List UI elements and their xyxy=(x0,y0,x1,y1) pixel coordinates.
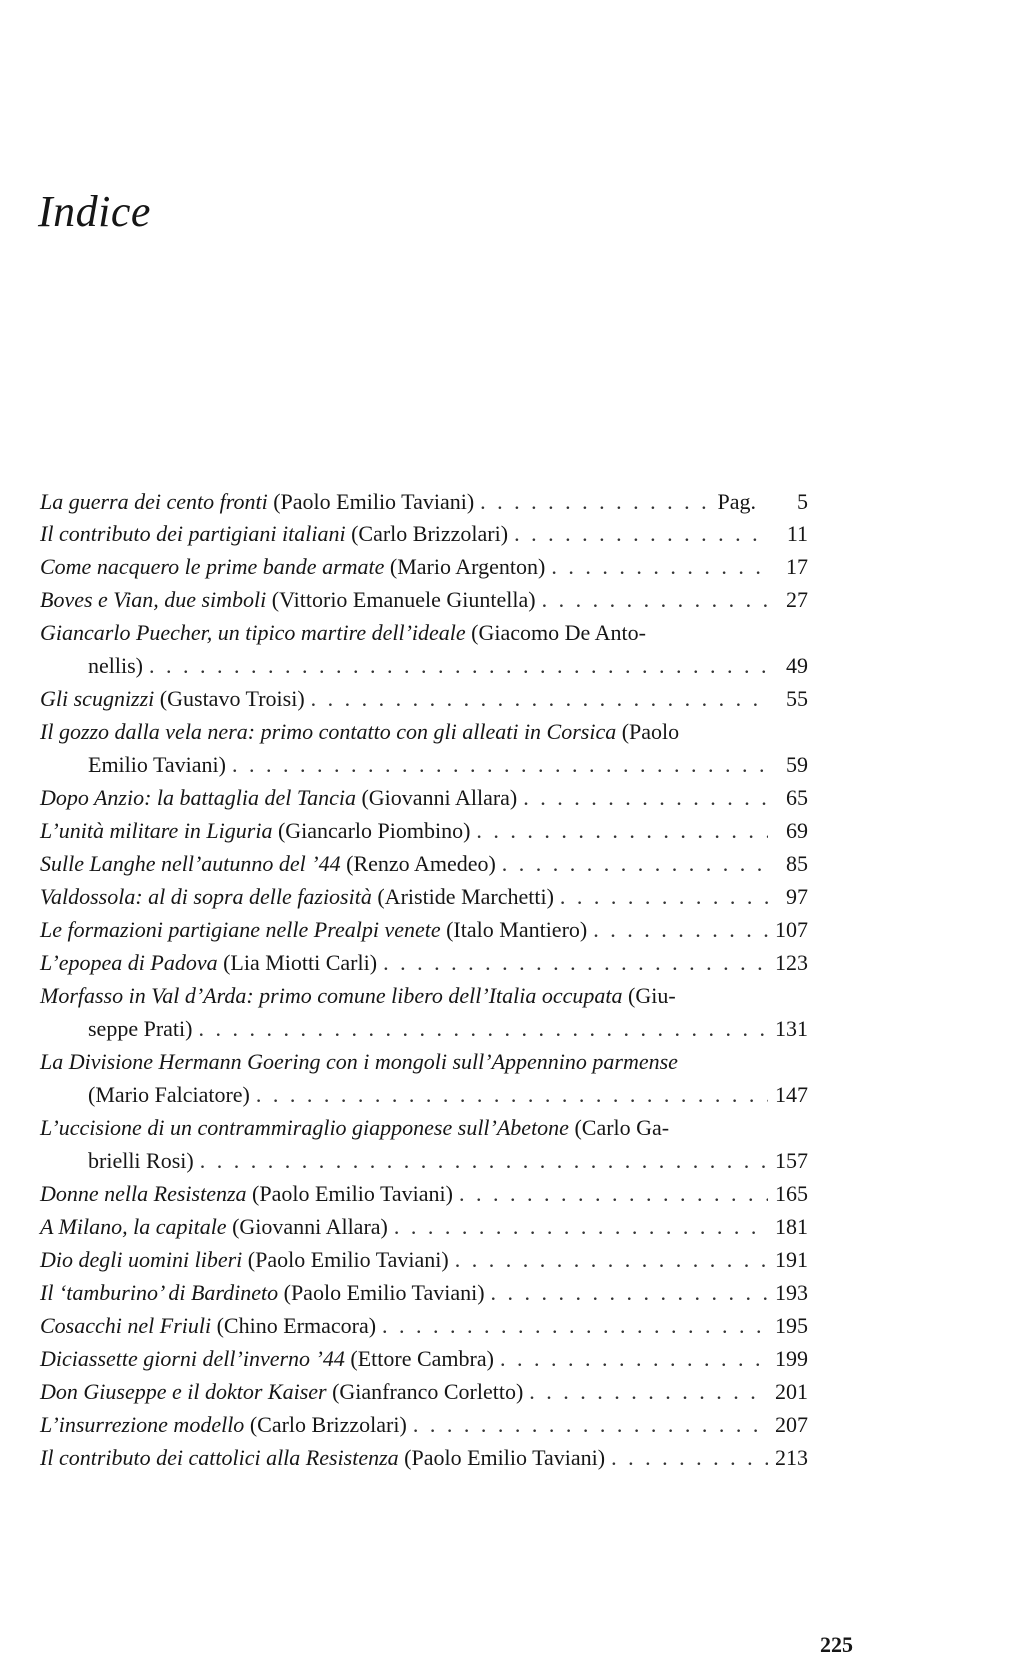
entry-title: L’insurrezione modello xyxy=(40,1412,245,1437)
entry-title: L’epopea di Padova xyxy=(40,950,218,975)
toc-entry[interactable] xyxy=(40,1111,808,1177)
page-number: 55 xyxy=(786,686,808,711)
entry-author: (Mario Argenton) xyxy=(389,554,546,579)
entry-author: (Renzo Amedeo) xyxy=(346,851,496,876)
entry-title: Sulle Langhe nell’autunno del ’44 xyxy=(40,851,341,876)
page-number: 191 xyxy=(775,1247,808,1272)
entry-author: (Aristide Marchetti) xyxy=(377,884,554,909)
leader-dots xyxy=(311,682,768,715)
leader-dots xyxy=(560,880,768,913)
page-number: 107 xyxy=(775,917,808,942)
toc-entry[interactable] xyxy=(40,715,808,781)
toc-entry[interactable] xyxy=(40,1243,808,1276)
toc-entry[interactable] xyxy=(40,1276,808,1309)
page-number: 85 xyxy=(786,851,808,876)
toc-entry[interactable] xyxy=(40,1309,808,1342)
entry-author: (Italo Mantiero) xyxy=(446,917,588,942)
entry-title: Il contributo dei cattolici alla Resistenza xyxy=(40,1445,399,1470)
entry-title: Gli scugnizzi xyxy=(40,686,155,711)
entry-title: Cosacchi nel Friuli xyxy=(40,1313,212,1338)
toc-entry[interactable] xyxy=(40,880,808,913)
entry-title: Valdossola: al di sopra delle faziosità xyxy=(40,884,372,909)
pag-label: Pag. xyxy=(717,489,756,514)
toc-entry[interactable] xyxy=(40,1408,808,1441)
page-number: 207 xyxy=(775,1412,808,1437)
entry-title: Dopo Anzio: la battaglia del Tancia xyxy=(40,785,356,810)
page-number: 59 xyxy=(786,752,808,777)
page-number: 213 xyxy=(775,1445,808,1470)
page-number: 11 xyxy=(786,521,808,546)
entry-author: (Vittorio Emanuele Giuntella) xyxy=(271,587,536,612)
leader-dots xyxy=(476,814,768,847)
leader-dots xyxy=(149,649,768,682)
toc-entry[interactable] xyxy=(40,979,808,1045)
leader-dots xyxy=(502,847,768,880)
entry-author: (Carlo Brizzolari) xyxy=(249,1412,407,1437)
entry-title: Giancarlo Puecher, un tipico martire dell’ideale xyxy=(40,620,466,645)
entry-author: (Ettore Cambra) xyxy=(350,1346,494,1371)
entry-author: (Carlo Brizzolari) xyxy=(351,521,509,546)
leader-dots xyxy=(523,781,768,814)
leader-dots xyxy=(455,1243,768,1276)
entry-title: A Milano, la capitale xyxy=(40,1214,227,1239)
entry-title: Donne nella Resistenza xyxy=(40,1181,247,1206)
table-of-contents xyxy=(40,486,808,1474)
leader-dots xyxy=(383,946,768,979)
entry-title: La guerra dei cento fronti xyxy=(40,489,268,514)
page-number: 199 xyxy=(775,1346,808,1371)
leader-dots xyxy=(542,583,768,616)
entry-author: (Lia Miotti Carli) xyxy=(223,950,378,975)
entry-author: (Chino Ermacora) xyxy=(216,1313,377,1338)
page-number: 131 xyxy=(775,1016,808,1041)
entry-title: Boves e Vian, due simboli xyxy=(40,587,267,612)
toc-entry[interactable] xyxy=(40,781,808,814)
toc-entry[interactable] xyxy=(40,1342,808,1375)
entry-title: L’uccisione di un contrammiraglio giapponese sull’Abetone xyxy=(40,1115,569,1140)
toc-entry[interactable] xyxy=(40,682,808,715)
entry-title: Il ‘tamburino’ di Bardineto xyxy=(40,1280,279,1305)
entry-author: (Giancarlo Piombino) xyxy=(277,818,471,843)
page-title: Indice xyxy=(38,187,151,236)
entry-author-continued: seppe Prati) xyxy=(88,1016,193,1041)
entry-author: (Giacomo De Anto- xyxy=(471,620,646,645)
entry-author: (Paolo xyxy=(621,719,680,744)
entry-author-continued: nellis) xyxy=(88,653,143,678)
toc-entry[interactable] xyxy=(40,583,808,616)
toc-entry[interactable] xyxy=(40,1177,808,1210)
page-number: 181 xyxy=(775,1214,808,1239)
toc-entry[interactable] xyxy=(40,913,808,946)
page-number: 147 xyxy=(775,1082,808,1107)
entry-author-continued: brielli Rosi) xyxy=(88,1148,194,1173)
page-number: 17 xyxy=(786,554,808,579)
page-number: 97 xyxy=(786,884,808,909)
leader-dots xyxy=(413,1408,768,1441)
entry-author: (Gustavo Troisi) xyxy=(159,686,305,711)
entry-title: Il gozzo dalla vela nera: primo contatto con gli alleati in Corsica xyxy=(40,719,617,744)
leader-dots xyxy=(551,550,768,583)
entry-title: L’unità militare in Liguria xyxy=(40,818,273,843)
toc-entry[interactable] xyxy=(40,1375,808,1408)
entry-title: Diciassette giorni dell’inverno ’44 xyxy=(40,1346,345,1371)
page-number: 195 xyxy=(775,1313,808,1338)
entry-author: (Paolo Emilio Taviani) xyxy=(404,1445,606,1470)
entry-title: Come nacquero le prime bande armate xyxy=(40,554,385,579)
entry-title: Dio degli uomini liberi xyxy=(40,1247,243,1272)
leader-dots xyxy=(198,1012,768,1045)
toc-entry[interactable] xyxy=(40,517,808,550)
page-number: 157 xyxy=(775,1148,808,1173)
page-number: 165 xyxy=(775,1181,808,1206)
entry-title: Don Giuseppe e il doktor Kaiser xyxy=(40,1379,327,1404)
toc-entry[interactable] xyxy=(40,1441,808,1474)
leader-dots xyxy=(593,913,768,946)
leader-dots xyxy=(394,1210,768,1243)
page-number: 27 xyxy=(786,587,808,612)
entry-author: (Paolo Emilio Taviani) xyxy=(283,1280,485,1305)
entry-title: Le formazioni partigiane nelle Prealpi venete xyxy=(40,917,441,942)
toc-entry[interactable] xyxy=(40,847,808,880)
entry-author: (Giu- xyxy=(628,983,676,1008)
entry-author: (Carlo Ga- xyxy=(574,1115,670,1140)
entry-author: (Giovanni Allara) xyxy=(361,785,518,810)
leader-dots xyxy=(200,1144,768,1177)
entry-author: (Giovanni Allara) xyxy=(232,1214,388,1239)
page-number: 123 xyxy=(775,950,808,975)
entry-author: (Gianfranco Corletto) xyxy=(332,1379,524,1404)
page-number: 65 xyxy=(786,785,808,810)
leader-dots xyxy=(480,486,711,517)
leader-dots xyxy=(459,1177,768,1210)
leader-dots xyxy=(256,1078,768,1111)
leader-dots xyxy=(500,1342,768,1375)
page-number: 69 xyxy=(786,818,808,843)
leader-dots xyxy=(611,1441,768,1474)
leader-dots xyxy=(382,1309,768,1342)
page-folio: 225 xyxy=(820,1632,853,1657)
entry-author: (Paolo Emilio Taviani) xyxy=(273,489,475,514)
leader-dots xyxy=(232,748,768,781)
toc-entry[interactable] xyxy=(40,1045,808,1111)
toc-entry[interactable] xyxy=(40,814,808,847)
toc-entry[interactable] xyxy=(40,616,808,682)
page-number: 201 xyxy=(775,1379,808,1404)
toc-entry[interactable] xyxy=(40,486,808,517)
entry-title: Morfasso in Val d’Arda: primo comune libero dell’Italia occupata xyxy=(40,983,623,1008)
leader-dots xyxy=(529,1375,768,1408)
entry-author: (Paolo Emilio Taviani) xyxy=(247,1247,449,1272)
entry-title: Il contributo dei partigiani italiani xyxy=(40,521,346,546)
leader-dots xyxy=(514,517,768,550)
toc-entry[interactable] xyxy=(40,550,808,583)
leader-dots xyxy=(491,1276,768,1309)
toc-entry[interactable] xyxy=(40,1210,808,1243)
entry-author-continued: (Mario Falciatore) xyxy=(88,1082,250,1107)
page-number: 5 xyxy=(797,489,808,514)
page-number: 193 xyxy=(775,1280,808,1305)
toc-entry[interactable] xyxy=(40,946,808,979)
entry-title: La Divisione Hermann Goering con i mongoli sull’Appennino parmense xyxy=(40,1049,678,1074)
page-number: 49 xyxy=(786,653,808,678)
entry-author: (Paolo Emilio Taviani) xyxy=(252,1181,453,1206)
entry-author-continued: Emilio Taviani) xyxy=(88,752,226,777)
